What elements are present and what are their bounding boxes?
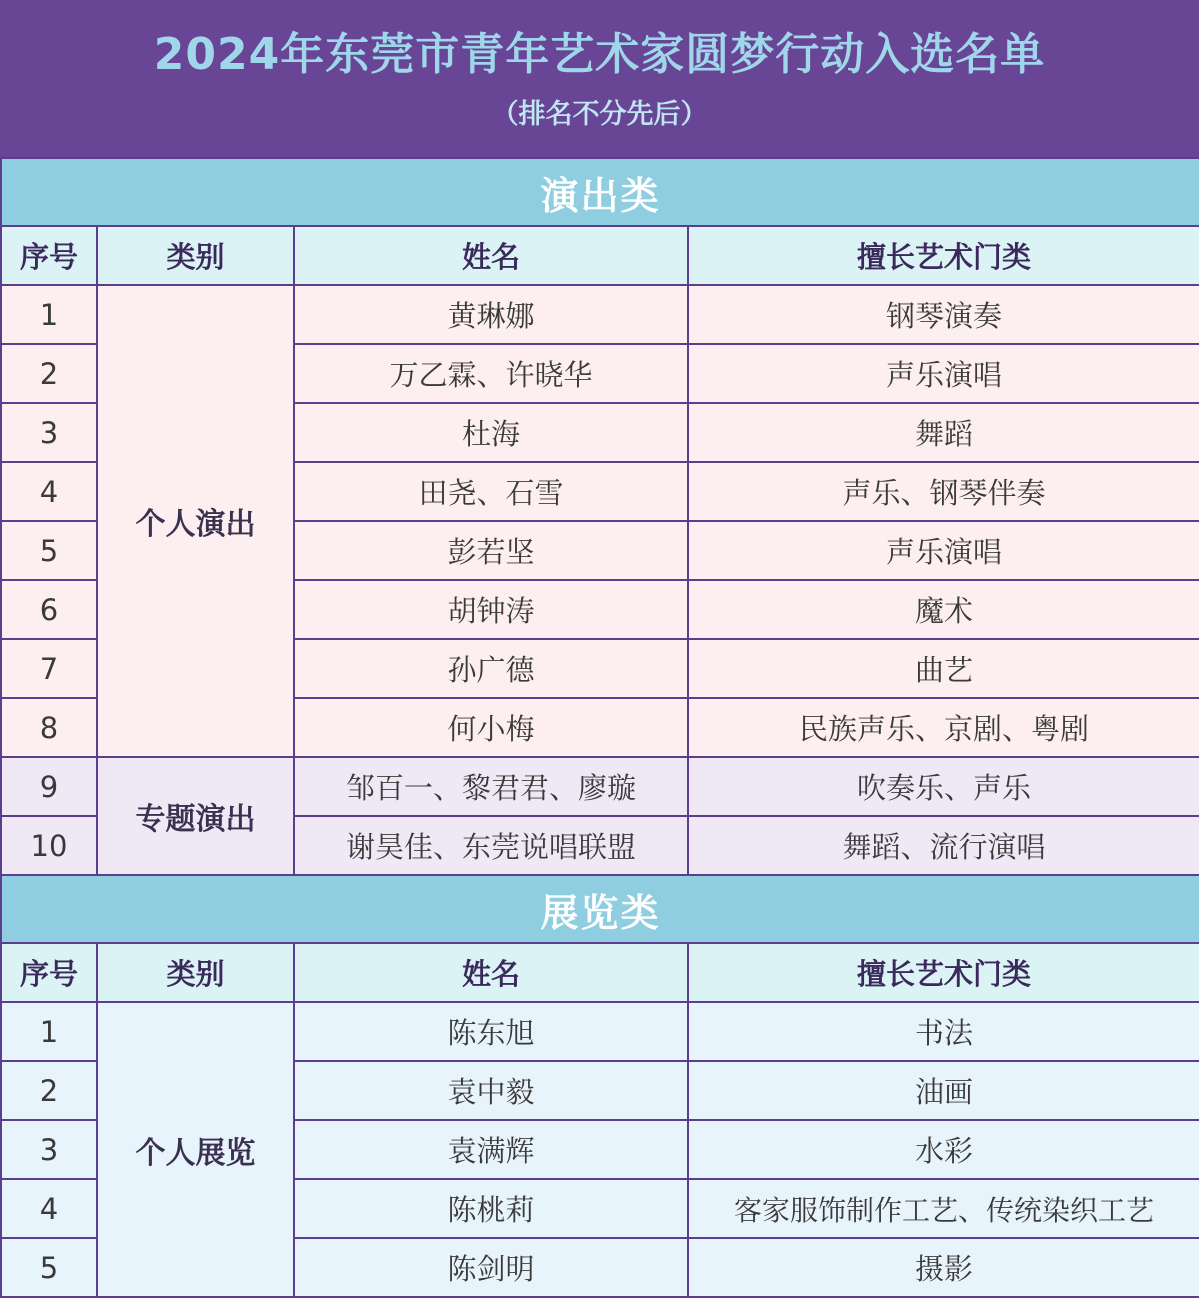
row-number: 1 <box>1 1002 97 1061</box>
art-form: 客家服饰制作工艺、传统染织工艺 <box>688 1179 1199 1238</box>
art-form: 舞蹈、流行演唱 <box>688 816 1199 875</box>
table-row <box>1 285 1199 344</box>
row-number: 10 <box>1 816 97 875</box>
artist-name: 陈东旭 <box>294 1002 688 1061</box>
artist-name: 袁满辉 <box>294 1120 688 1179</box>
column-header-art: 擅长艺术门类 <box>688 943 1199 1002</box>
art-form: 摄影 <box>688 1238 1199 1297</box>
artist-name: 杜海 <box>294 403 688 462</box>
row-number: 8 <box>1 698 97 757</box>
column-header-category: 类别 <box>97 226 294 285</box>
art-form: 钢琴演奏 <box>688 285 1199 344</box>
exhibition-table <box>0 874 1199 1298</box>
art-form: 声乐演唱 <box>688 344 1199 403</box>
art-form: 舞蹈 <box>688 403 1199 462</box>
row-number: 5 <box>1 521 97 580</box>
art-form: 吹奏乐、声乐 <box>688 757 1199 816</box>
artist-name: 彭若坚 <box>294 521 688 580</box>
category-cell: 个人展览 <box>97 1002 294 1297</box>
row-number: 6 <box>1 580 97 639</box>
row-number: 4 <box>1 462 97 521</box>
row-number: 9 <box>1 757 97 816</box>
art-form: 声乐演唱 <box>688 521 1199 580</box>
artist-name: 孙广德 <box>294 639 688 698</box>
section-heading-exhibition: 展览类 <box>1 875 1199 943</box>
art-form: 魔术 <box>688 580 1199 639</box>
performance-table <box>0 157 1199 876</box>
row-number: 4 <box>1 1179 97 1238</box>
column-header-number: 序号 <box>1 226 97 285</box>
art-form: 曲艺 <box>688 639 1199 698</box>
page-title: 2024年东莞市青年艺术家圆梦行动入选名单 <box>153 29 1046 80</box>
artist-name: 陈桃莉 <box>294 1179 688 1238</box>
art-form: 油画 <box>688 1061 1199 1120</box>
artist-name: 陈剑明 <box>294 1238 688 1297</box>
column-header-name: 姓名 <box>294 226 688 285</box>
art-form: 民族声乐、京剧、粤剧 <box>688 698 1199 757</box>
row-number: 1 <box>1 285 97 344</box>
page-subtitle: （排名不分先后） <box>491 99 708 130</box>
artist-name: 万乙霖、许晓华 <box>294 344 688 403</box>
art-form: 声乐、钢琴伴奏 <box>688 462 1199 521</box>
art-form: 书法 <box>688 1002 1199 1061</box>
column-header-name: 姓名 <box>294 943 688 1002</box>
row-number: 3 <box>1 403 97 462</box>
artist-name: 袁中毅 <box>294 1061 688 1120</box>
page-header <box>0 0 1199 157</box>
row-number: 2 <box>1 1061 97 1120</box>
table-row <box>1 1002 1199 1061</box>
row-number: 2 <box>1 344 97 403</box>
row-number: 3 <box>1 1120 97 1179</box>
table-row <box>1 757 1199 816</box>
category-cell: 专题演出 <box>97 757 294 875</box>
row-number: 5 <box>1 1238 97 1297</box>
artist-name: 谢昊佳、东莞说唱联盟 <box>294 816 688 875</box>
artist-name: 黄琳娜 <box>294 285 688 344</box>
column-header-art: 擅长艺术门类 <box>688 226 1199 285</box>
category-cell: 个人演出 <box>97 285 294 757</box>
art-form: 水彩 <box>688 1120 1199 1179</box>
artist-name: 田尧、石雪 <box>294 462 688 521</box>
row-number: 7 <box>1 639 97 698</box>
column-header-number: 序号 <box>1 943 97 1002</box>
artist-name: 邹百一、黎君君、廖璇 <box>294 757 688 816</box>
artist-name: 何小梅 <box>294 698 688 757</box>
column-header-category: 类别 <box>97 943 294 1002</box>
artist-name: 胡钟涛 <box>294 580 688 639</box>
section-heading-performance: 演出类 <box>1 158 1199 226</box>
